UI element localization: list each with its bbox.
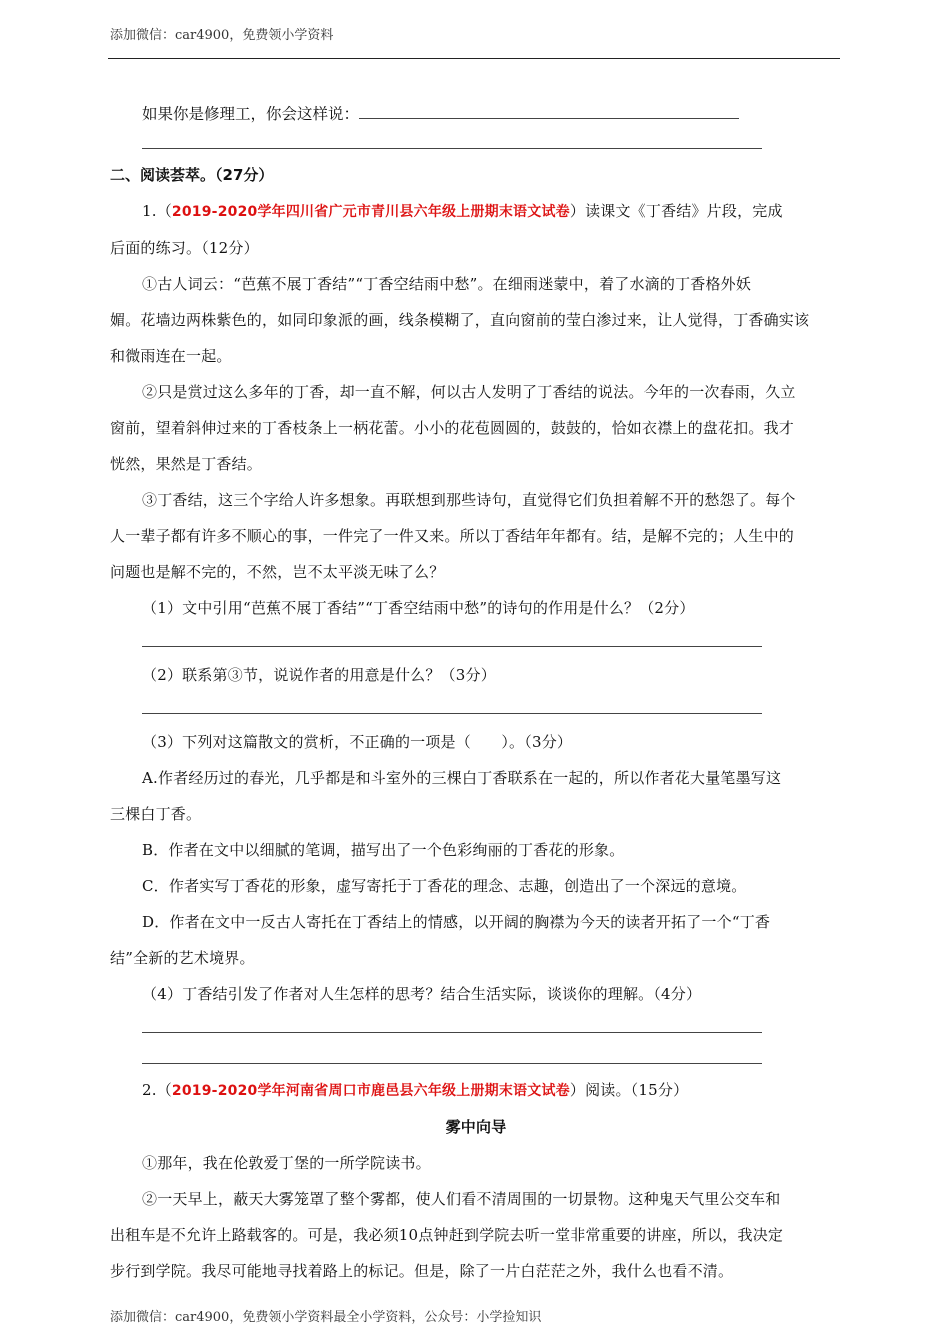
section-title: 二、阅读荟萃。（27分） (110, 166, 274, 184)
answer-line[interactable] (142, 1063, 762, 1064)
page-footer-watermark: 添加微信：car4900，免费领小学资料最全小学资料，公众号：小学捡知识 (110, 1310, 542, 1325)
intro-text: ）读课文《丁香结》片段，完成 (569, 202, 783, 220)
header-divider (108, 58, 840, 59)
fog-paragraph-2-line2: 出租车是不允许上路载客的。可是，我必须10点钟赶到学院去听一堂非常重要的讲座，所以，我决定 (110, 1226, 784, 1244)
paragraph-1-line3: 和微雨连在一起。 (110, 347, 232, 365)
option-d-line2: 结”全新的艺术境界。 (110, 949, 255, 967)
option-c: C．作者实写丁香花的形象，虚写寄托于丁香花的理念、志趣，创造出了一个深远的意境。 (142, 877, 747, 895)
fog-paragraph-2-line3: 步行到学院。我尽可能地寻找着路上的标记。但是，除了一片白茫茫之外，我什么也看不清。 (110, 1262, 734, 1280)
paragraph-2-line3: 恍然，果然是丁香结。 (110, 455, 263, 473)
answer-line[interactable] (142, 646, 762, 647)
passage2-intro (110, 1072, 842, 1109)
paragraph-2-line2: 窗前，望着斜伸过来的丁香枝条上一柄花蕾。小小的花苞圆圆的，鼓鼓的，恰如衣襟上的盘花扣。我才 (110, 419, 795, 437)
document-body (110, 96, 842, 1289)
question-number: 1.（ (142, 202, 172, 220)
source-citation: 2019-2020学年河南省周口市鹿邑县六年级上册期末语文试卷 (171, 1083, 570, 1099)
answer-line[interactable] (142, 148, 762, 149)
passage1-intro (110, 193, 842, 230)
passage1-intro-line2: 后面的练习。（12分） (110, 239, 259, 257)
repairman-question (110, 96, 842, 132)
question-1: （1）文中引用“芭蕉不展丁香结”“丁香空结雨中愁”的诗句的作用是什么？（2分） (142, 599, 695, 617)
question-4: （4）丁香结引发了作者对人生怎样的思考？结合生活实际，谈谈你的理解。（4分） (142, 985, 702, 1003)
paragraph-3-line3: 问题也是解不完的，不然，岂不太平淡无味了么？ (110, 563, 445, 581)
passage-title: 雾中向导 (445, 1118, 507, 1136)
paragraph-1-line2: 媚。花墙边两株紫色的，如同印象派的画，线条模糊了，直向窗前的莹白渗过来，让人觉得，丁香确实该 (110, 311, 810, 329)
answer-blank[interactable] (359, 98, 739, 119)
fog-paragraph-1: ①那年，我在伦敦爱丁堡的一所学院读书。 (142, 1154, 431, 1172)
option-b: B．作者在文中以细腻的笔调，描写出了一个色彩绚丽的丁香花的形象。 (142, 841, 625, 859)
paragraph-1: ①古人词云：“芭蕉不展丁香结”“丁香空结雨中愁”。在细雨迷蒙中，着了水滴的丁香格外妖 (142, 275, 752, 293)
paragraph-2: ②只是赏过这么多年的丁香，却一直不解，何以古人发明了丁香结的说法。今年的一次春雨，久立 (142, 383, 796, 401)
repairman-label: 如果你是修理工，你会这样说： (142, 105, 360, 123)
answer-line[interactable] (142, 713, 762, 714)
paragraph-3: ③丁香结，这三个字给人许多想象。再联想到那些诗句，直觉得它们负担着解不开的愁怨了。每个 (142, 491, 796, 509)
fog-paragraph-2: ②一天早上，蔽天大雾笼罩了整个雾都，使人们看不清周围的一切景物。这种鬼天气里公交车和 (142, 1190, 781, 1208)
option-a-line2: 三棵白丁香。 (110, 805, 202, 823)
question-3: （3）下列对这篇散文的赏析，不正确的一项是（ ）。（3分） (142, 733, 573, 751)
question-2: （2）联系第③节，说说作者的用意是什么？（3分） (142, 666, 496, 684)
page-header-watermark: 添加微信：car4900，免费领小学资料 (110, 28, 334, 43)
source-citation: 2019-2020学年四川省广元市青川县六年级上册期末语文试卷 (171, 204, 570, 220)
paragraph-3-line2: 人一辈子都有许多不顺心的事，一件完了一件又来。所以丁香结年年都有。结，是解不完的；人生中的 (110, 527, 795, 545)
option-a: A.作者经历过的春光，几乎都是和斗室外的三棵白丁香联系在一起的，所以作者花大量笔墨写这 (142, 769, 782, 787)
intro-text: ）阅读。（15分） (569, 1081, 689, 1099)
option-d: D．作者在文中一反古人寄托在丁香结上的情感，以开阔的胸襟为今天的读者开拓了一个“丁香 (142, 913, 771, 931)
question-number: 2.（ (142, 1081, 172, 1099)
